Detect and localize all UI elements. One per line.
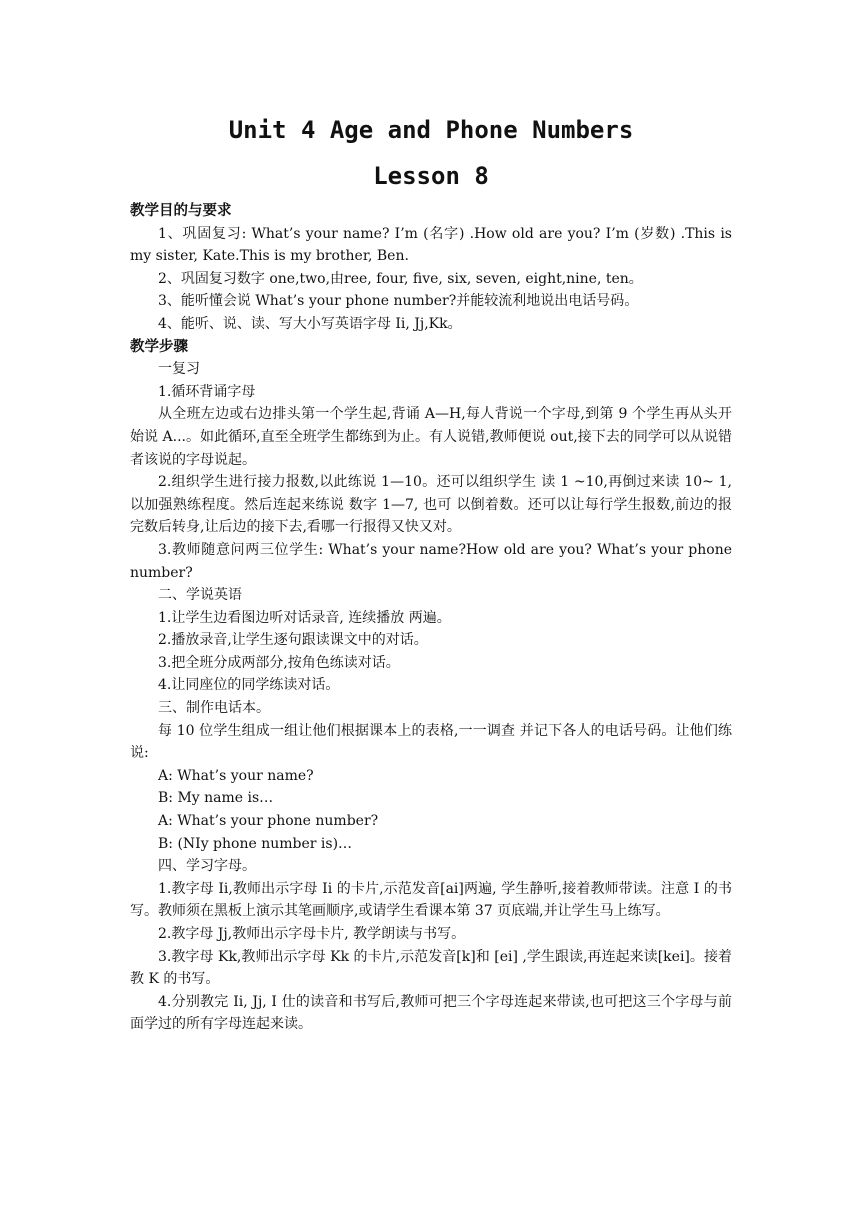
section-heading-steps: 教学步骤: [130, 338, 188, 355]
step-subheading: 四、学习字母。: [158, 858, 256, 875]
dialogue-line: A: What’s your name?: [158, 767, 314, 784]
objective-item: 3、能听懂会说 What’s your phone number?并能较流利地说出电话号码。: [158, 293, 639, 310]
section-objectives: [130, 200, 732, 336]
dialogue-line: B: My name is…: [158, 790, 274, 807]
step-paragraph: 从全班左边或右边排头第一个学生起,背诵 A—H,每人背说一个字母,到第 9 个学生再从头开始说 A...。如此循环,直至全班学生都练到为止。有人说错,教师便说 out,接下去的同学可以从说错者该说的字母说起。: [130, 406, 732, 468]
step-paragraph: 每 10 位学生组成一组让他们根据课本上的表格,一一调查 并记下各人的电话号码。让他们练说:: [130, 722, 732, 762]
step-paragraph: 3.教师随意问两三位学生: What’s your name?How old are you? What’s your phone number?: [130, 541, 732, 581]
document-title: Unit 4 Age and Phone Numbers: [228, 116, 634, 144]
step-paragraph: 3.教字母 Kk,教师出示字母 Kk 的卡片,示范发音[k]和 [ei] ,学生跟读,再连起来读[kei]。接着教 K 的书写。: [130, 948, 732, 988]
step-paragraph: 4.分别教完 Ii, Jj, I 仕的读音和书写后,教师可把三个字母连起来带读,也可把这三个字母与前面学过的所有字母连起来读。: [130, 993, 732, 1033]
dialogue-line: B: (NIy phone number is)…: [158, 835, 353, 852]
step-subheading: 三、制作电话本。: [158, 700, 270, 717]
objective-item: 1、巩固复习: What’s your name? I’m (名字) .How old are you? I’m (岁数) .This is my sister, Kate.This is my brother, Ben.: [130, 225, 732, 265]
step-item: 2.播放录音,让学生逐句跟读课文中的对话。: [158, 632, 428, 649]
document-body: [130, 110, 732, 1036]
objective-item: 4、能听、说、读、写大小写英语字母 Ii, Jj,Kk。: [158, 315, 462, 332]
section-steps: [130, 336, 732, 1036]
objective-item: 2、巩固复习数字 one,two,由ree, four, five, six, seven, eight,nine, ten。: [158, 270, 643, 287]
step-item: 3.把全班分成两部分,按角色练读对话。: [158, 654, 400, 671]
step-item: 1.循环背诵字母: [158, 383, 256, 400]
step-paragraph: 1.教字母 Ii,教师出示字母 Ii 的卡片,示范发音[ai]两遍, 学生静听,接着教师带读。注意 I 的书写。教师须在黑板上演示其笔画顺序,或请学生看课本第 37 页底端,并让学生马上练写。: [130, 880, 732, 920]
step-item: 2.教字母 Jj,教师出示字母卡片, 教学朗读与书写。: [158, 926, 466, 942]
step-subheading: 二、学说英语: [158, 587, 242, 604]
dialogue-line: A: What’s your phone number?: [158, 813, 379, 830]
step-item: 4.让同座位的同学练读对话。: [158, 677, 340, 694]
step-subheading: 一复习: [158, 361, 200, 378]
section-heading-objectives: 教学目的与要求: [130, 203, 232, 219]
step-item: 1.让学生边看图边听对话录音, 连续播放 两遍。: [158, 609, 451, 626]
document-subtitle: Lesson 8: [373, 162, 489, 190]
step-paragraph: 2.组织学生进行接力报数,以此练说 1—10。还可以组织学生 读 1 ~10,再倒过来读 10~ 1,以加强熟练程度。然后连起来练说 数字 1—7, 也可 以倒着数。还可以让每行学生报数,前边的报完数后转身,让后边的接下去,看哪一行报得又快又对。: [130, 474, 732, 536]
